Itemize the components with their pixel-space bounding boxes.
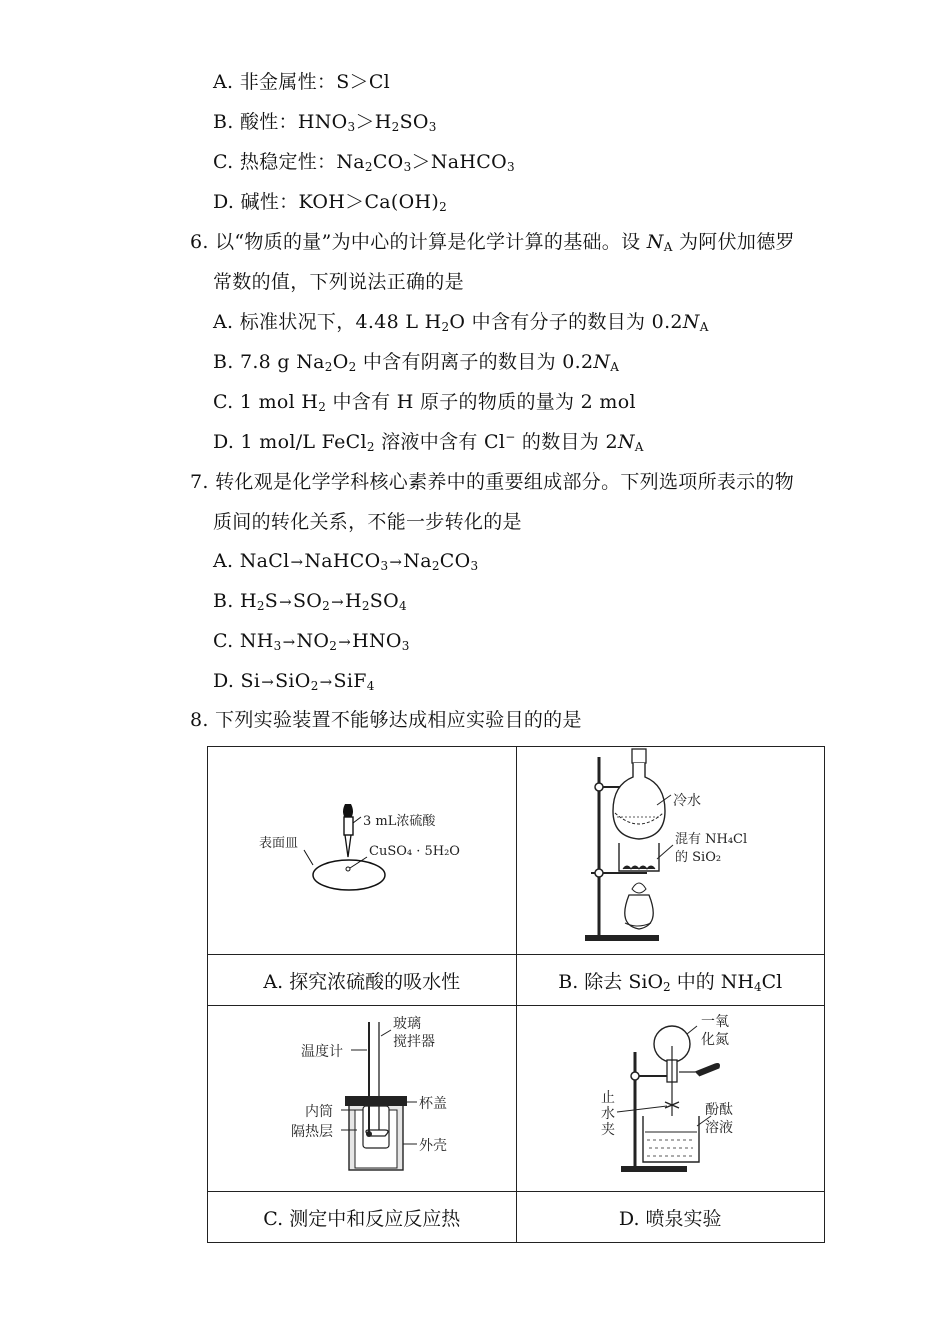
label-glass-1: 玻璃	[392, 1016, 421, 1032]
label-dish: 表面皿	[258, 836, 298, 851]
q7-stem-line1: 7. 转化观是化学学科核心素养中的重要组成部分。下列选项所表示的物	[190, 471, 795, 493]
q5-option-a: A. 非金属性：S＞Cl	[213, 71, 391, 93]
label-ph-1: 酚酞	[705, 1102, 734, 1118]
label-cold-water: 冷水	[673, 793, 702, 809]
q7-option-a: A. $NaCl\to NaHCO_3\to Na_2CO_3$	[213, 550, 479, 573]
label-mixture-1: 混有 NH₄Cl	[675, 832, 748, 847]
caption-d: D. 喷泉实验	[516, 1192, 825, 1243]
dropper	[695, 1064, 720, 1077]
label-no-1: 一氧	[701, 1014, 730, 1030]
inner-cup	[363, 1106, 389, 1148]
figure-c-cell	[208, 1006, 517, 1192]
lamp-flame	[632, 883, 646, 893]
label-acid: 3 mL浓硫酸	[362, 814, 436, 829]
caption-b: B. 除去 SiO$_2$ 中的 $NH_4Cl$	[516, 955, 825, 1006]
q7-option-c: C. $NH_3\to NO_2\to HNO_3$	[213, 630, 410, 653]
q7-stem-line2: 质间的转化关系，不能一步转化的是	[213, 511, 522, 533]
clamp-knob-1	[595, 783, 603, 791]
figure-b-drawing	[517, 747, 823, 950]
figure-a-cell	[208, 747, 517, 955]
figure-c-drawing	[209, 1006, 515, 1187]
clamp-knob-2	[595, 869, 603, 877]
q6-stem-line2: 常数的值，下列说法正确的是	[213, 271, 464, 293]
dropper-barrel	[344, 817, 353, 835]
label-thermometer: 温度计	[300, 1044, 343, 1060]
q6-option-c: C. 1 mol $H_2$ 中含有 H 原子的物质的量为 2 mol	[213, 391, 636, 414]
watch-glass	[313, 860, 385, 890]
dropper-bulb	[343, 804, 353, 818]
q6-option-d: D. 1 mol/L FeCl$_2$ 溶液中含有 Cl− 的数目为 $2N_A$	[213, 430, 644, 454]
label-glass-2: 搅拌器	[392, 1034, 435, 1050]
stirrer-leader	[381, 1030, 391, 1036]
q5-option-d: D. 碱性：$KOH>Ca(OH)_2$	[213, 191, 448, 214]
label-shell: 外壳	[418, 1138, 447, 1154]
dish-leader	[304, 850, 313, 865]
q5-option-c: C. 热稳定性：$Na_2CO_3>NaHCO_3$	[213, 151, 515, 174]
clamp-leader	[617, 1106, 667, 1112]
stand-base	[621, 1166, 687, 1172]
flask-stopper	[632, 749, 646, 763]
figure-d-drawing	[517, 1006, 823, 1187]
label-mixture-2: 的 SiO₂	[675, 850, 722, 865]
label-insulation: 隔热层	[290, 1124, 333, 1140]
beaker	[643, 1116, 699, 1162]
q8-stem: 8. 下列实验装置不能够达成相应实验目的的是	[190, 709, 582, 731]
lid	[345, 1096, 407, 1106]
crystal-dot	[346, 867, 350, 871]
q6-option-a: A. 标准状况下，4.48 L $H_2O$ 中含有分子的数目为 $0.2N_A$	[213, 311, 709, 334]
dropper-leader	[353, 817, 361, 823]
q7-option-b: B. $H_2S\to SO_2\to H_2SO_4$	[213, 590, 407, 613]
q7-option-d: D. Si→SiO$_2$→SiF$_4$	[213, 670, 375, 693]
label-inner-cup: 内筒	[304, 1104, 333, 1120]
clamp-knob	[631, 1072, 639, 1080]
label-no-2: 化氮	[701, 1032, 730, 1048]
round-flask	[613, 763, 665, 839]
q6-option-b: B. 7.8 g $Na_2O_2$ 中含有阴离子的数目为 $0.2N_A$	[213, 351, 620, 374]
figure-b-cell	[516, 747, 825, 955]
q5-option-b: B. 酸性：$HNO_3>H_2SO_3$	[213, 111, 437, 134]
figure-d-cell	[516, 1006, 825, 1192]
dropper-tip	[345, 835, 351, 857]
q8-apparatus-table	[207, 746, 825, 1243]
figure-a-drawing	[209, 747, 515, 950]
label-clamp-3: 夹	[601, 1122, 616, 1138]
label-clamp-2: 水	[601, 1106, 616, 1122]
label-crystal: CuSO₄ · 5H₂O	[368, 844, 460, 859]
label-lid: 杯盖	[418, 1096, 447, 1112]
stand-base	[585, 935, 659, 941]
q6-stem-line1: 6. 以“物质的量”为中心的计算是化学计算的基础。设 $N_A$ 为阿伏加德罗	[190, 231, 795, 254]
caption-c: C. 测定中和反应反应热	[208, 1192, 517, 1243]
label-ph-2: 溶液	[705, 1120, 734, 1136]
label-clamp-1: 止	[601, 1090, 616, 1106]
caption-a: A. 探究浓硫酸的吸水性	[208, 955, 517, 1006]
no-leader	[687, 1026, 697, 1034]
